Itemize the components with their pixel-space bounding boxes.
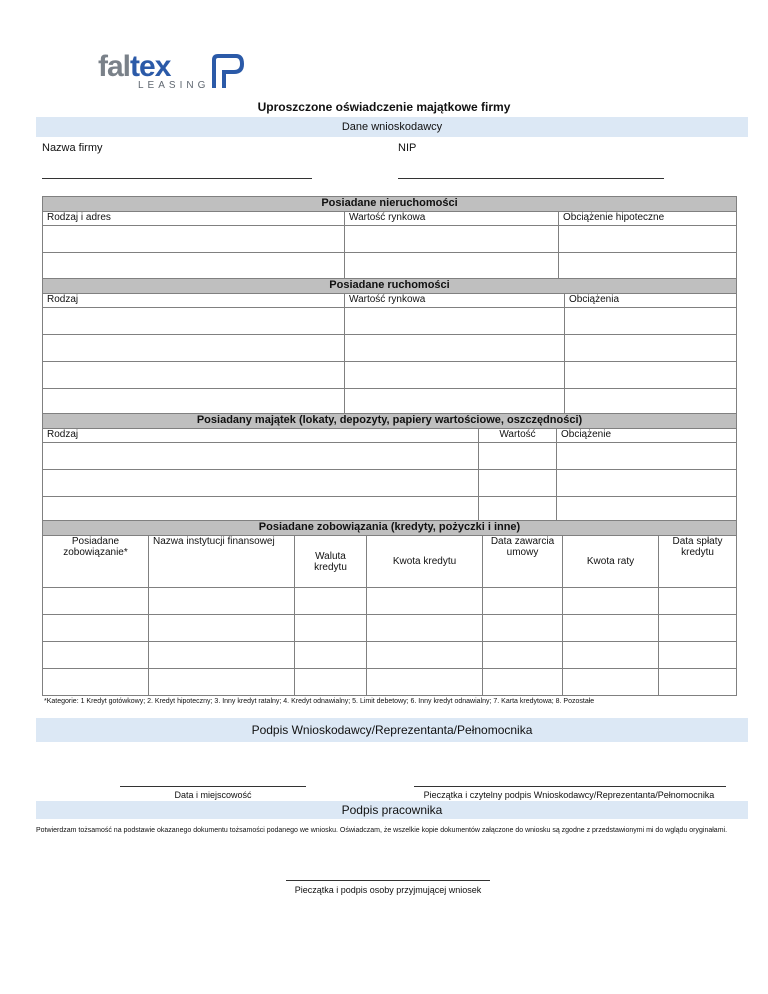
table-cell[interactable]	[149, 615, 295, 642]
table-cell[interactable]	[483, 615, 563, 642]
column-header: Posiadane zobowiązanie*	[43, 536, 149, 588]
table-cell[interactable]	[43, 588, 149, 615]
nip-field[interactable]	[398, 178, 664, 179]
table-cell[interactable]	[149, 642, 295, 669]
table-cell[interactable]	[43, 615, 149, 642]
table-cell[interactable]	[557, 443, 737, 470]
table-cell[interactable]	[659, 669, 737, 696]
table-row	[43, 615, 737, 642]
assets-table	[42, 413, 737, 524]
table-cell[interactable]	[483, 669, 563, 696]
table-cell[interactable]	[345, 362, 565, 389]
table-cell[interactable]	[295, 588, 367, 615]
table-cell[interactable]	[565, 362, 737, 389]
movables-table	[42, 278, 737, 416]
table-cell[interactable]	[559, 226, 737, 253]
employee-section-title: Podpis pracownika	[341, 803, 443, 817]
logo-subtitle: LEASING	[138, 80, 210, 91]
applicant-signature-label: Pieczątka i czytelny podpis Wnioskodawcy/Reprezentanta/Pełnomocnika	[423, 790, 715, 800]
table-cell[interactable]	[43, 253, 345, 280]
logo-word-gray: fal	[98, 50, 131, 83]
applicant-signature-field[interactable]	[414, 786, 726, 787]
table-cell[interactable]	[565, 389, 737, 416]
real-estate-table	[42, 196, 737, 280]
table-cell[interactable]	[563, 669, 659, 696]
column-header: Waluta kredytu	[295, 536, 367, 588]
table-cell[interactable]	[659, 588, 737, 615]
company-name-field[interactable]	[42, 178, 312, 179]
applicant-section-title: Dane wnioskodawcy	[341, 121, 443, 133]
column-header: Obciążenie hipoteczne	[559, 212, 737, 226]
table-cell[interactable]	[345, 253, 559, 280]
liabilities-table	[42, 520, 737, 696]
column-header: Nazwa instytucji finansowej	[149, 536, 295, 588]
table-cell[interactable]	[43, 335, 345, 362]
table-cell[interactable]	[43, 226, 345, 253]
table-row	[43, 669, 737, 696]
column-header: Kwota raty	[563, 536, 659, 588]
table-cell[interactable]	[563, 588, 659, 615]
column-header: Obciążenia	[565, 294, 737, 308]
table-cell[interactable]	[43, 470, 479, 497]
column-header: Wartość rynkowa	[345, 294, 565, 308]
liabilities-header: Posiadane zobowiązania (kredyty, pożyczki i inne)	[43, 521, 737, 536]
categories-footnote: *Kategorie: 1 Kredyt gotówkowy; 2. Kredyt hipoteczny; 3. Inny kredyt ratalny; 4. Kredyt odnawialny; 5. Limit debetowy; 6. Inny kredyt odnawialny; 7. Karta kredytowa; 8. Pozostałe	[44, 698, 595, 705]
table-cell[interactable]	[345, 308, 565, 335]
column-header: Data spłaty kredytu	[659, 536, 737, 588]
table-row	[43, 362, 737, 389]
table-cell[interactable]	[565, 335, 737, 362]
column-header: Rodzaj i adres	[43, 212, 345, 226]
date-place-label: Data i miejscowość	[174, 790, 252, 800]
table-cell[interactable]	[367, 588, 483, 615]
table-cell[interactable]	[367, 642, 483, 669]
table-cell[interactable]	[43, 389, 345, 416]
table-cell[interactable]	[345, 226, 559, 253]
table-cell[interactable]	[565, 308, 737, 335]
identity-confirmation-text: Potwierdzam tożsamość na podstawie okazanego dokumentu tożsamości podanego we wniosku. Oświadczam, że wszelkie kopie dokumentów załączone do wniosku są zgodne z przedstawionymi mi do wglądu oryginałami.	[36, 827, 728, 834]
date-place-field[interactable]	[120, 786, 306, 787]
table-row	[43, 588, 737, 615]
table-cell[interactable]	[43, 443, 479, 470]
table-row	[43, 335, 737, 362]
table-cell[interactable]	[43, 308, 345, 335]
table-cell[interactable]	[149, 588, 295, 615]
table-cell[interactable]	[563, 615, 659, 642]
table-cell[interactable]	[659, 642, 737, 669]
nip-label: NIP	[398, 142, 417, 154]
table-cell[interactable]	[479, 443, 557, 470]
table-cell[interactable]	[483, 642, 563, 669]
real-estate-header: Posiadane nieruchomości	[43, 197, 737, 212]
employee-signature-label: Pieczątka i podpis osoby przyjmującej wniosek	[294, 885, 482, 895]
table-row	[43, 389, 737, 416]
company-logo	[98, 50, 248, 94]
table-row	[43, 253, 737, 280]
column-header: Obciążenie	[557, 429, 737, 443]
movables-header: Posiadane ruchomości	[43, 279, 737, 294]
table-cell[interactable]	[559, 253, 737, 280]
table-row	[43, 308, 737, 335]
assets-header: Posiadany majątek (lokaty, depozyty, papiery wartościowe, oszczędności)	[43, 414, 737, 429]
table-cell[interactable]	[563, 642, 659, 669]
table-cell[interactable]	[345, 389, 565, 416]
table-row	[43, 470, 737, 497]
table-cell[interactable]	[367, 615, 483, 642]
table-cell[interactable]	[479, 470, 557, 497]
table-cell[interactable]	[43, 642, 149, 669]
table-cell[interactable]	[149, 669, 295, 696]
table-cell[interactable]	[43, 362, 345, 389]
table-row	[43, 226, 737, 253]
column-header: Rodzaj	[43, 294, 345, 308]
table-cell[interactable]	[483, 588, 563, 615]
table-cell[interactable]	[345, 335, 565, 362]
table-cell[interactable]	[295, 642, 367, 669]
table-cell[interactable]	[43, 669, 149, 696]
table-row	[43, 443, 737, 470]
column-header: Wartość	[479, 429, 557, 443]
signature-section-band	[36, 718, 748, 742]
column-header: Wartość rynkowa	[345, 212, 559, 226]
column-header: Rodzaj	[43, 429, 479, 443]
table-cell[interactable]	[557, 470, 737, 497]
logo-mark-icon	[210, 52, 246, 92]
employee-signature-field[interactable]	[286, 880, 490, 881]
table-row	[43, 642, 737, 669]
table-cell[interactable]	[295, 615, 367, 642]
signature-section-title: Podpis Wnioskodawcy/Reprezentanta/Pełnomocnika	[251, 723, 533, 737]
applicant-section-band	[36, 117, 748, 137]
table-cell[interactable]	[659, 615, 737, 642]
column-header: Kwota kredytu	[367, 536, 483, 588]
table-cell[interactable]	[367, 669, 483, 696]
company-name-label: Nazwa firmy	[42, 142, 103, 154]
employee-section-band	[36, 801, 748, 819]
page-title: Uproszczone oświadczenie majątkowe firmy	[257, 100, 511, 114]
column-header: Data zawarcia umowy	[483, 536, 563, 588]
table-cell[interactable]	[295, 669, 367, 696]
logo-word-blue: tex	[130, 50, 171, 83]
